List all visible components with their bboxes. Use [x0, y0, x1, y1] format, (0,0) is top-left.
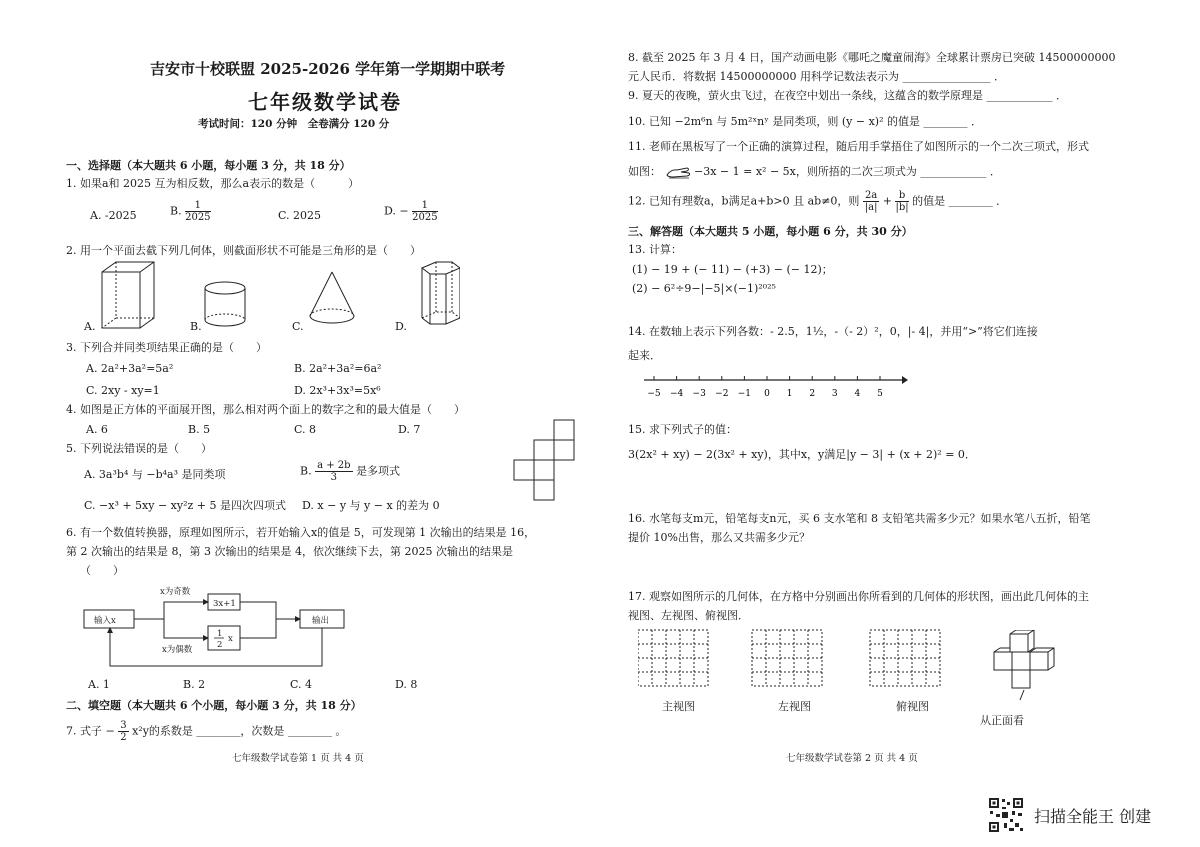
- q6-option-b: B. 2: [183, 678, 206, 691]
- q2-option-d: D.: [395, 320, 407, 333]
- question-15-expression: 3(2x² + xy) − 2(3x² + xy)，其中x，y满足|y − 3| + (x + 2)² = 0．: [628, 448, 976, 461]
- axis-tick-label: −4: [669, 389, 684, 399]
- question-14-line-1: 14. 在数轴上表示下列各数：- 2.5，1½，-（- 2）²，0，|- 4|，并用“>”将它们连接: [628, 325, 1038, 338]
- question-14-line-2: 起来．: [628, 349, 661, 362]
- q4-option-b: B. 5: [188, 423, 211, 436]
- question-11-line-2: 如图： −3x − 1 = x² − 5x，则所捂的二次三项式为 ____________ ．: [628, 165, 1001, 178]
- question-16-line-1: 16. 水笔每支m元，铅笔每支n元，买 6 支水笔和 8 支铅笔共需多少元？如果水笔八五折，铅笔: [628, 512, 1091, 525]
- question-6-line-2: 第 2 次输出的结果是 8，第 3 次输出的结果是 4，依次继续下去，第 2025 次输出的结果是: [66, 545, 513, 558]
- q3-option-b: B. 2a²+3a²=6a²: [294, 362, 382, 375]
- flow-op2-variable: x: [228, 634, 233, 644]
- section-2-heading: 二、填空题（本大题共 6 个小题，每小题 3 分，共 18 分）: [66, 699, 362, 712]
- question-11-line-1: 11. 老师在黑板写了一个正确的演算过程，随后用手掌捂住了如图所示的一个二次三项式，形式: [628, 140, 1089, 153]
- view-grid: [870, 630, 940, 686]
- q1-option-d: D. − $\frac{1}{2025}$: [384, 200, 438, 223]
- q5-option-d: D. x − y 与 y − x 的差为 0: [302, 499, 440, 512]
- question-13-part-2: (2) − 6²÷9−|−5|×(−1)²⁰²⁵: [632, 282, 776, 295]
- flow-even-label: x为偶数: [162, 645, 193, 655]
- net-face-3: [514, 460, 534, 480]
- hexagonal-prism-figure: [422, 262, 460, 324]
- flow-odd-label: x为奇数: [160, 587, 191, 597]
- q12-fraction-2: $\frac{b}{|b|}$: [895, 190, 909, 213]
- page-2-footer: 七年级数学试卷第 2 页 共 4 页: [786, 753, 918, 764]
- page-1-footer: 七年级数学试卷第 1 页 共 4 页: [232, 753, 364, 764]
- net-face-1: [554, 420, 574, 440]
- axis-tick-label: −3: [692, 389, 706, 399]
- axis-tick-label: 4: [854, 389, 861, 399]
- q5-option-b-fraction: $\frac{a + 2b}{3}$: [317, 460, 351, 483]
- exam-info: 考试时间：120 分钟 全卷满分 120 分: [198, 118, 390, 130]
- question-9: 9. 夏天的夜晚，萤火虫飞过，在夜空中划出一条线，这蕴含的数学原理是 ____________ ．: [628, 89, 1067, 102]
- grid-label-left: 左视图: [778, 700, 811, 713]
- question-12: 12. 已知有理数a，b满足a+b>0 且 ab≠0，则 $\frac{2a}{|a|}$ + $\frac{b}{|b|}$ 的值是 ________ ．: [628, 190, 1008, 213]
- section-3-heading: 三、解答题（本大题共 5 小题，每小题 6 分，共 30 分）: [628, 225, 913, 238]
- cube-stack-figure: [990, 630, 1070, 702]
- question-1: 1. 如果a和 2025 互为相反数，那么a表示的数是（ ）: [66, 177, 360, 190]
- q5-option-a: A. 3a³b⁴ 与 −b⁴a³ 是同类项: [84, 468, 226, 481]
- q5-option-b: B. $\frac{a + 2b}{3}$ 是多项式: [300, 460, 401, 483]
- front-view-label: 从正面看: [980, 714, 1024, 727]
- q6-option-a: A. 1: [88, 678, 110, 691]
- q1-option-b: B. $\frac{1}{2025}$: [170, 200, 211, 223]
- q7-fraction: $\frac{3}{2}$: [120, 720, 127, 743]
- axis-tick-label: −2: [715, 389, 729, 399]
- q6-option-c: C. 4: [290, 678, 313, 691]
- question-2: 2. 用一个平面去截下列几何体，则截面形状不可能是三角形的是（ ）: [66, 244, 421, 257]
- flow-op2-numerator: 1: [217, 629, 223, 639]
- qr-code-icon: [988, 797, 1024, 833]
- net-face-4: [554, 440, 574, 460]
- question-17-line-2: 视图、左视图、俯视图．: [628, 609, 749, 622]
- question-13: 13. 计算：: [628, 243, 682, 256]
- grid-label-top: 俯视图: [896, 700, 929, 713]
- q4-option-c: C. 8: [294, 423, 317, 436]
- net-face-5: [534, 460, 554, 480]
- rectangular-prism-figure: [102, 262, 154, 328]
- section-1-heading: 一、选择题（本大题共 6 小题，每小题 3 分，共 18 分）: [66, 159, 351, 172]
- q1-option-d-fraction: $\frac{1}{2025}$: [412, 200, 438, 223]
- question-15: 15. 求下列式子的值：: [628, 423, 737, 436]
- q3-option-c: C. 2xy - xy=1: [86, 384, 160, 397]
- axis-tick-label: 1: [786, 389, 793, 399]
- view-grids: [638, 628, 978, 696]
- q4-option-a: A. 6: [86, 423, 108, 436]
- question-6-line-1: 6. 有一个数值转换器，原理如图所示，若开始输入x的值是 5，可发现第 1 次输出的结果是 16，: [66, 526, 536, 539]
- view-grid: [638, 630, 708, 686]
- q3-option-a: A. 2a²+3a²=5a²: [86, 362, 174, 375]
- q1-option-a: A. -2025: [90, 209, 137, 222]
- view-direction-arrow-icon: [1020, 690, 1024, 700]
- question-4: 4. 如图是正方体的平面展开图，那么相对两个面上的数字之和的最大值是（ ）: [66, 403, 465, 416]
- q4-option-d: D. 7: [398, 423, 421, 436]
- q2-option-b: B.: [190, 320, 202, 333]
- flow-op1-label: 3x+1: [213, 599, 236, 609]
- grid-label-front: 主视图: [662, 700, 695, 713]
- q1-option-c: C. 2025: [278, 209, 322, 222]
- palm-cover-icon: [665, 165, 691, 179]
- axis-tick-label: −5: [647, 389, 661, 399]
- question-17-line-1: 17. 观察如图所示的几何体，在方格中分别画出你所看到的几何体的形状图，画出此几何体的主: [628, 590, 1089, 603]
- view-grid: [752, 630, 822, 686]
- cone-figure: [310, 272, 354, 323]
- axis-tick-label: −1: [737, 389, 752, 399]
- q6-option-d: D. 8: [395, 678, 418, 691]
- question-6-line-3: （ ）: [80, 564, 124, 577]
- exam-page-2: [600, 0, 1200, 847]
- axis-tick-label: 5: [877, 389, 883, 399]
- scanner-watermark: 扫描全能王 创建: [1034, 807, 1152, 826]
- q2-option-a: A.: [84, 320, 96, 333]
- cube-net-figure: [508, 418, 580, 506]
- question-8-line-1: 8. 截至 2025 年 3 月 4 日，国产动画电影《哪吒之魔童闹海》全球累计票房已突破 14500000000: [628, 51, 1116, 64]
- exam-paper-title: 七年级数学试卷: [248, 90, 402, 114]
- q1-option-b-fraction: $\frac{1}{2025}$: [185, 200, 211, 223]
- q12-fraction-1: $\frac{2a}{|a|}$: [864, 190, 878, 213]
- q2-option-c: C.: [292, 320, 304, 333]
- flowchart-figure: [80, 582, 360, 672]
- question-3: 3. 下列合并同类项结果正确的是（ ）: [66, 341, 267, 354]
- question-7: 7. 式子 − $\frac{3}{2}$ x²y的系数是 ________，次数是 ________ 。: [66, 720, 347, 743]
- net-face-6: [534, 480, 554, 500]
- q5-option-c: C. −x³ + 5xy − xy²z + 5 是四次四项式: [84, 499, 287, 512]
- cylinder-figure: [205, 282, 245, 326]
- net-face-2: [534, 440, 554, 460]
- question-16-line-2: 提价 10%出售，那么又共需多少元？: [628, 531, 810, 544]
- axis-tick-label: 2: [809, 389, 816, 399]
- question-8-line-2: 元人民币．将数据 14500000000 用科学记数法表示为 ________________ ．: [628, 70, 1005, 83]
- number-line: [640, 370, 910, 402]
- flow-input-label: 输入x: [94, 616, 116, 626]
- q3-option-d: D. 2x³+3x³=5x⁶: [294, 384, 381, 397]
- exam-header-title: 吉安市十校联盟 2025-2026 学年第一学期期中联考: [150, 60, 506, 78]
- number-line-arrow-icon: [902, 376, 908, 384]
- flow-output-label: 输出: [312, 616, 330, 626]
- question-5: 5. 下列说法错误的是（ ）: [66, 442, 212, 455]
- question-10: 10. 已知 −2m⁶n 与 5m²ˣnʸ 是同类项，则 (y − x)² 的值是 ________ ．: [628, 115, 982, 128]
- axis-tick-label: 0: [764, 389, 770, 399]
- axis-tick-label: 3: [831, 389, 838, 399]
- flow-op2-denominator: 2: [217, 640, 223, 650]
- question-13-part-1: (1) − 19 + (− 11) − (+3) − (− 12)；: [632, 263, 833, 276]
